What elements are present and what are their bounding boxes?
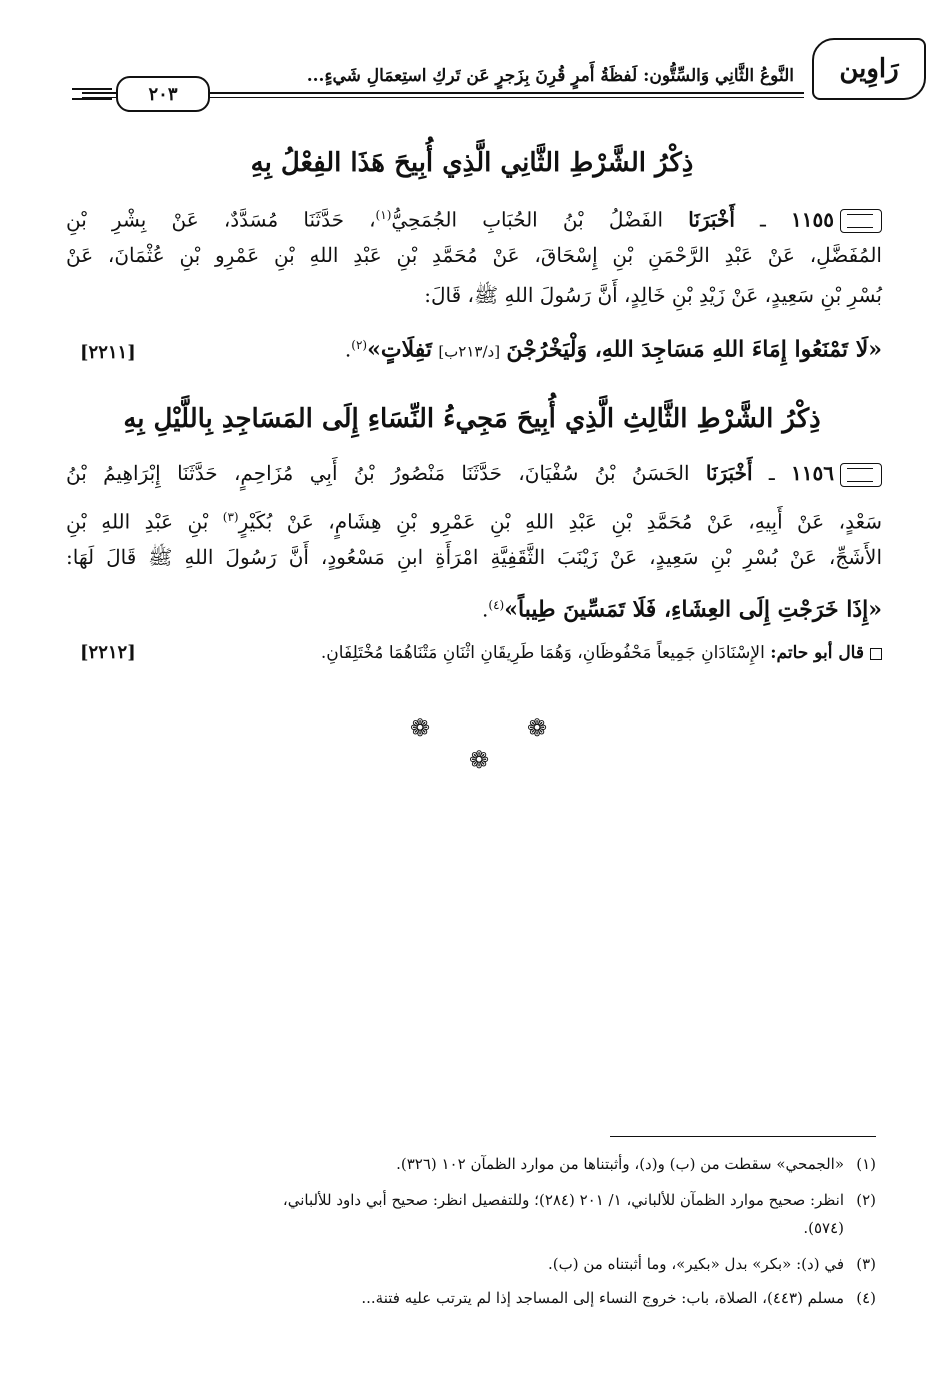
- floral-ornament-icon: ❁: [409, 714, 431, 742]
- footnote-marker: (٢): [351, 338, 368, 352]
- floral-ornament-icon: ❁: [526, 714, 548, 742]
- footnote-1: [70, 1150, 876, 1178]
- footnote-number: (١): [856, 1155, 876, 1173]
- hadith-marker-icon: [840, 209, 882, 233]
- footnote-marker: (٣): [222, 510, 239, 524]
- abu-hatim-text: الإِسْنَادَانِ جَمِيعاً مَحْفُوظَانِ، وَهُمَا طَرِيقَانِ اثْنَانِ مَتْنَاهُمَا مُخْتَلِفَانِ.: [320, 643, 765, 663]
- page-number-box: [116, 76, 210, 112]
- hadith-quote-part-2: تَفِلَاتٍ»: [367, 336, 432, 363]
- footnote-rule: [610, 1136, 876, 1137]
- narrator-text: الفَضْلُ بْنُ الحُبَابِ الجُمَحِيُّ: [391, 207, 664, 232]
- hadith-quote-part-1: «لَا تَمْنَعُوا إِمَاءَ اللهِ مَسَاجِدَ اللهِ، وَلْيَخْرُجْنَ: [506, 336, 882, 363]
- hadith-1155-line-3: بُسْرِ بْنِ سَعِيدٍ، عَنْ زَيْدِ بْنِ خَالِدٍ، أَنَّ رَسُولَ اللهِ ﷺ، قَالَ:: [424, 283, 882, 307]
- footnote-number: (٣): [856, 1255, 876, 1273]
- manuscript-ref: [د/٢١٣ب]: [438, 342, 501, 361]
- hadith-ref-2212: [٢٢١٢]: [80, 642, 136, 663]
- hadith-ref-2211: [٢٢١١]: [80, 342, 136, 363]
- hadith-number: ١١٥٥: [791, 207, 835, 232]
- hadith-1155-quote: «لَا تَمْنَعُوا إِمَاءَ اللهِ مَسَاجِدَ اللهِ، وَلْيَخْرُجْنَ [د/٢١٣ب] تَفِلَاتٍ»$^{(٢)}$.: [344, 336, 882, 363]
- hadith-1156-line-3: الأَشَجِّ، عَنْ بُسْرِ بْنِ سَعِيدٍ، عَنْ زَيْنَبَ الثَّقَفِيَّةِ امْرَأَةِ ابنِ مَسْعُودٍ، أَنَّ رَسُولَ اللهِ ﷺ قَالَ لَهَا:: [66, 545, 882, 569]
- footnote-text: انظر: صحيح موارد الظمآن للألباني، ١/ ٢٠١ (٢٨٤)؛ وللتفصيل انظر: صحيح أبي داود للألباني،: [282, 1191, 844, 1209]
- square-bullet-icon: [870, 648, 882, 660]
- hadith-1155-line-1: ١١٥٥ ـ أَخْبَرَنَا الفَضْلُ بْنُ الحُبَابِ الجُمَحِيُّ$^{(١)}$، حَدَّثَنَا مُسَدَّدٌ، عَنْ بِشْرِ بْنِ: [66, 200, 882, 235]
- footnote-number: (٤): [856, 1289, 876, 1307]
- abu-hatim-label: قال أبو حاتم:: [770, 643, 864, 663]
- hadith-1156-line-2: [66, 502, 882, 537]
- footnote-3: [70, 1250, 876, 1278]
- hadith-1156-line-1: ١١٥٦ ـ أَخْبَرَنَا الحَسَنُ بْنُ سُفْيَانَ، حَدَّثَنَا مَنْصُورُ بْنُ أَبِي مُزَاحِمٍ، حَدَّثَنَا إِبْرَاهِيمُ بْنُ: [66, 458, 882, 488]
- hadith-1156-quote: «إِذَا خَرَجْتِ إِلَى العِشَاءِ، فَلَا تَمَسِّينَ طِيباً»$^{(٤)}$.: [482, 596, 882, 623]
- abu-hatim-note: [250, 638, 882, 668]
- akhbarana-word: أَخْبَرَنَا: [688, 207, 735, 232]
- footnote-text: في (د): «بكر» بدل «بكير»، وما أثبتناه من (ب).: [548, 1255, 844, 1273]
- narrator-text: الحَسَنُ بْنُ سُفْيَانَ، حَدَّثَنَا مَنْصُورُ بْنُ أَبِي مُزَاحِمٍ، حَدَّثَنَا إِبْرَاهِيمُ بْنُ: [66, 461, 690, 485]
- hadith-number: ١١٥٦: [791, 461, 835, 485]
- footnote-marker: (١): [375, 208, 392, 222]
- footnote-marker: (٤): [488, 598, 505, 612]
- section-heading-1: ذِكْرُ الشَّرْطِ الثَّانِي الَّذِي أُبِيحَ هَذَا الفِعْلُ بِهِ: [250, 148, 694, 178]
- footnote-number: (٢): [856, 1191, 876, 1209]
- header-ornament-text: رَاوِين: [839, 54, 899, 84]
- page-number: ٢٠٣: [148, 83, 178, 105]
- footnote-4: [70, 1284, 876, 1312]
- akhbarana-word: أَخْبَرَنَا: [705, 461, 753, 485]
- narrator-text-rest: ، حَدَّثَنَا مُسَدَّدٌ، عَنْ بِشْرِ بْنِ: [66, 207, 376, 232]
- hadith-quote: «إِذَا خَرَجْتِ إِلَى العِشَاءِ، فَلَا تَمَسِّينَ طِيباً»: [504, 596, 882, 623]
- page-number-decoration: [72, 88, 112, 100]
- running-title: النَّوعُ الثَّانِي وَالسِّتُّون: لَفظَةُ أَمرٍ قُرِنَ بِزَجرٍ عَن تَركِ استِعمَالِ شَيءٍ...: [306, 66, 794, 86]
- footnote-2: [70, 1186, 876, 1214]
- footnote-2-continued: (٥٧٤).: [803, 1219, 844, 1237]
- hadith-1155-line-2: المُفَضَّلِ، عَنْ عَبْدِ الرَّحْمَنِ بْنِ إِسْحَاقَ، عَنْ مُحَمَّدِ بْنِ عَبْدِ اللهِ بْنِ عَمْرِو بْنِ عُثْمَانَ، عَنْ: [66, 243, 882, 267]
- header-ornament: [812, 38, 926, 100]
- narrator-text: سَعْدٍ، عَنْ أَبِيهِ، عَنْ مُحَمَّدِ بْنِ عَبْدِ اللهِ بْنِ عَمْرِو بْنِ هِشَامٍ، عَنْ بُكَيْرٍ: [238, 509, 883, 534]
- floral-ornament-icon: ❁: [468, 746, 490, 774]
- footnote-text: مسلم (٤٤٣)، الصلاة، باب: خروج النساء إلى المساجد إذا لم يترتب عليه فتنة...: [361, 1289, 844, 1307]
- footnote-text: «الجمحي» سقطت من (ب) و(د)، وأثبتناها من موارد الظمآن ١٠٢ (٣٢٦).: [396, 1155, 844, 1173]
- narrator-text-rest: بْنِ عَبْدِ اللهِ بْنِ: [66, 509, 209, 534]
- section-heading-2: ذِكْرُ الشَّرْطِ الثَّالِثِ الَّذِي أُبِيحَ مَجِيءُ النِّسَاءِ إِلَى المَسَاجِدِ بِاللَّيْلِ بِهِ: [123, 404, 821, 434]
- hadith-marker-icon: [840, 463, 882, 487]
